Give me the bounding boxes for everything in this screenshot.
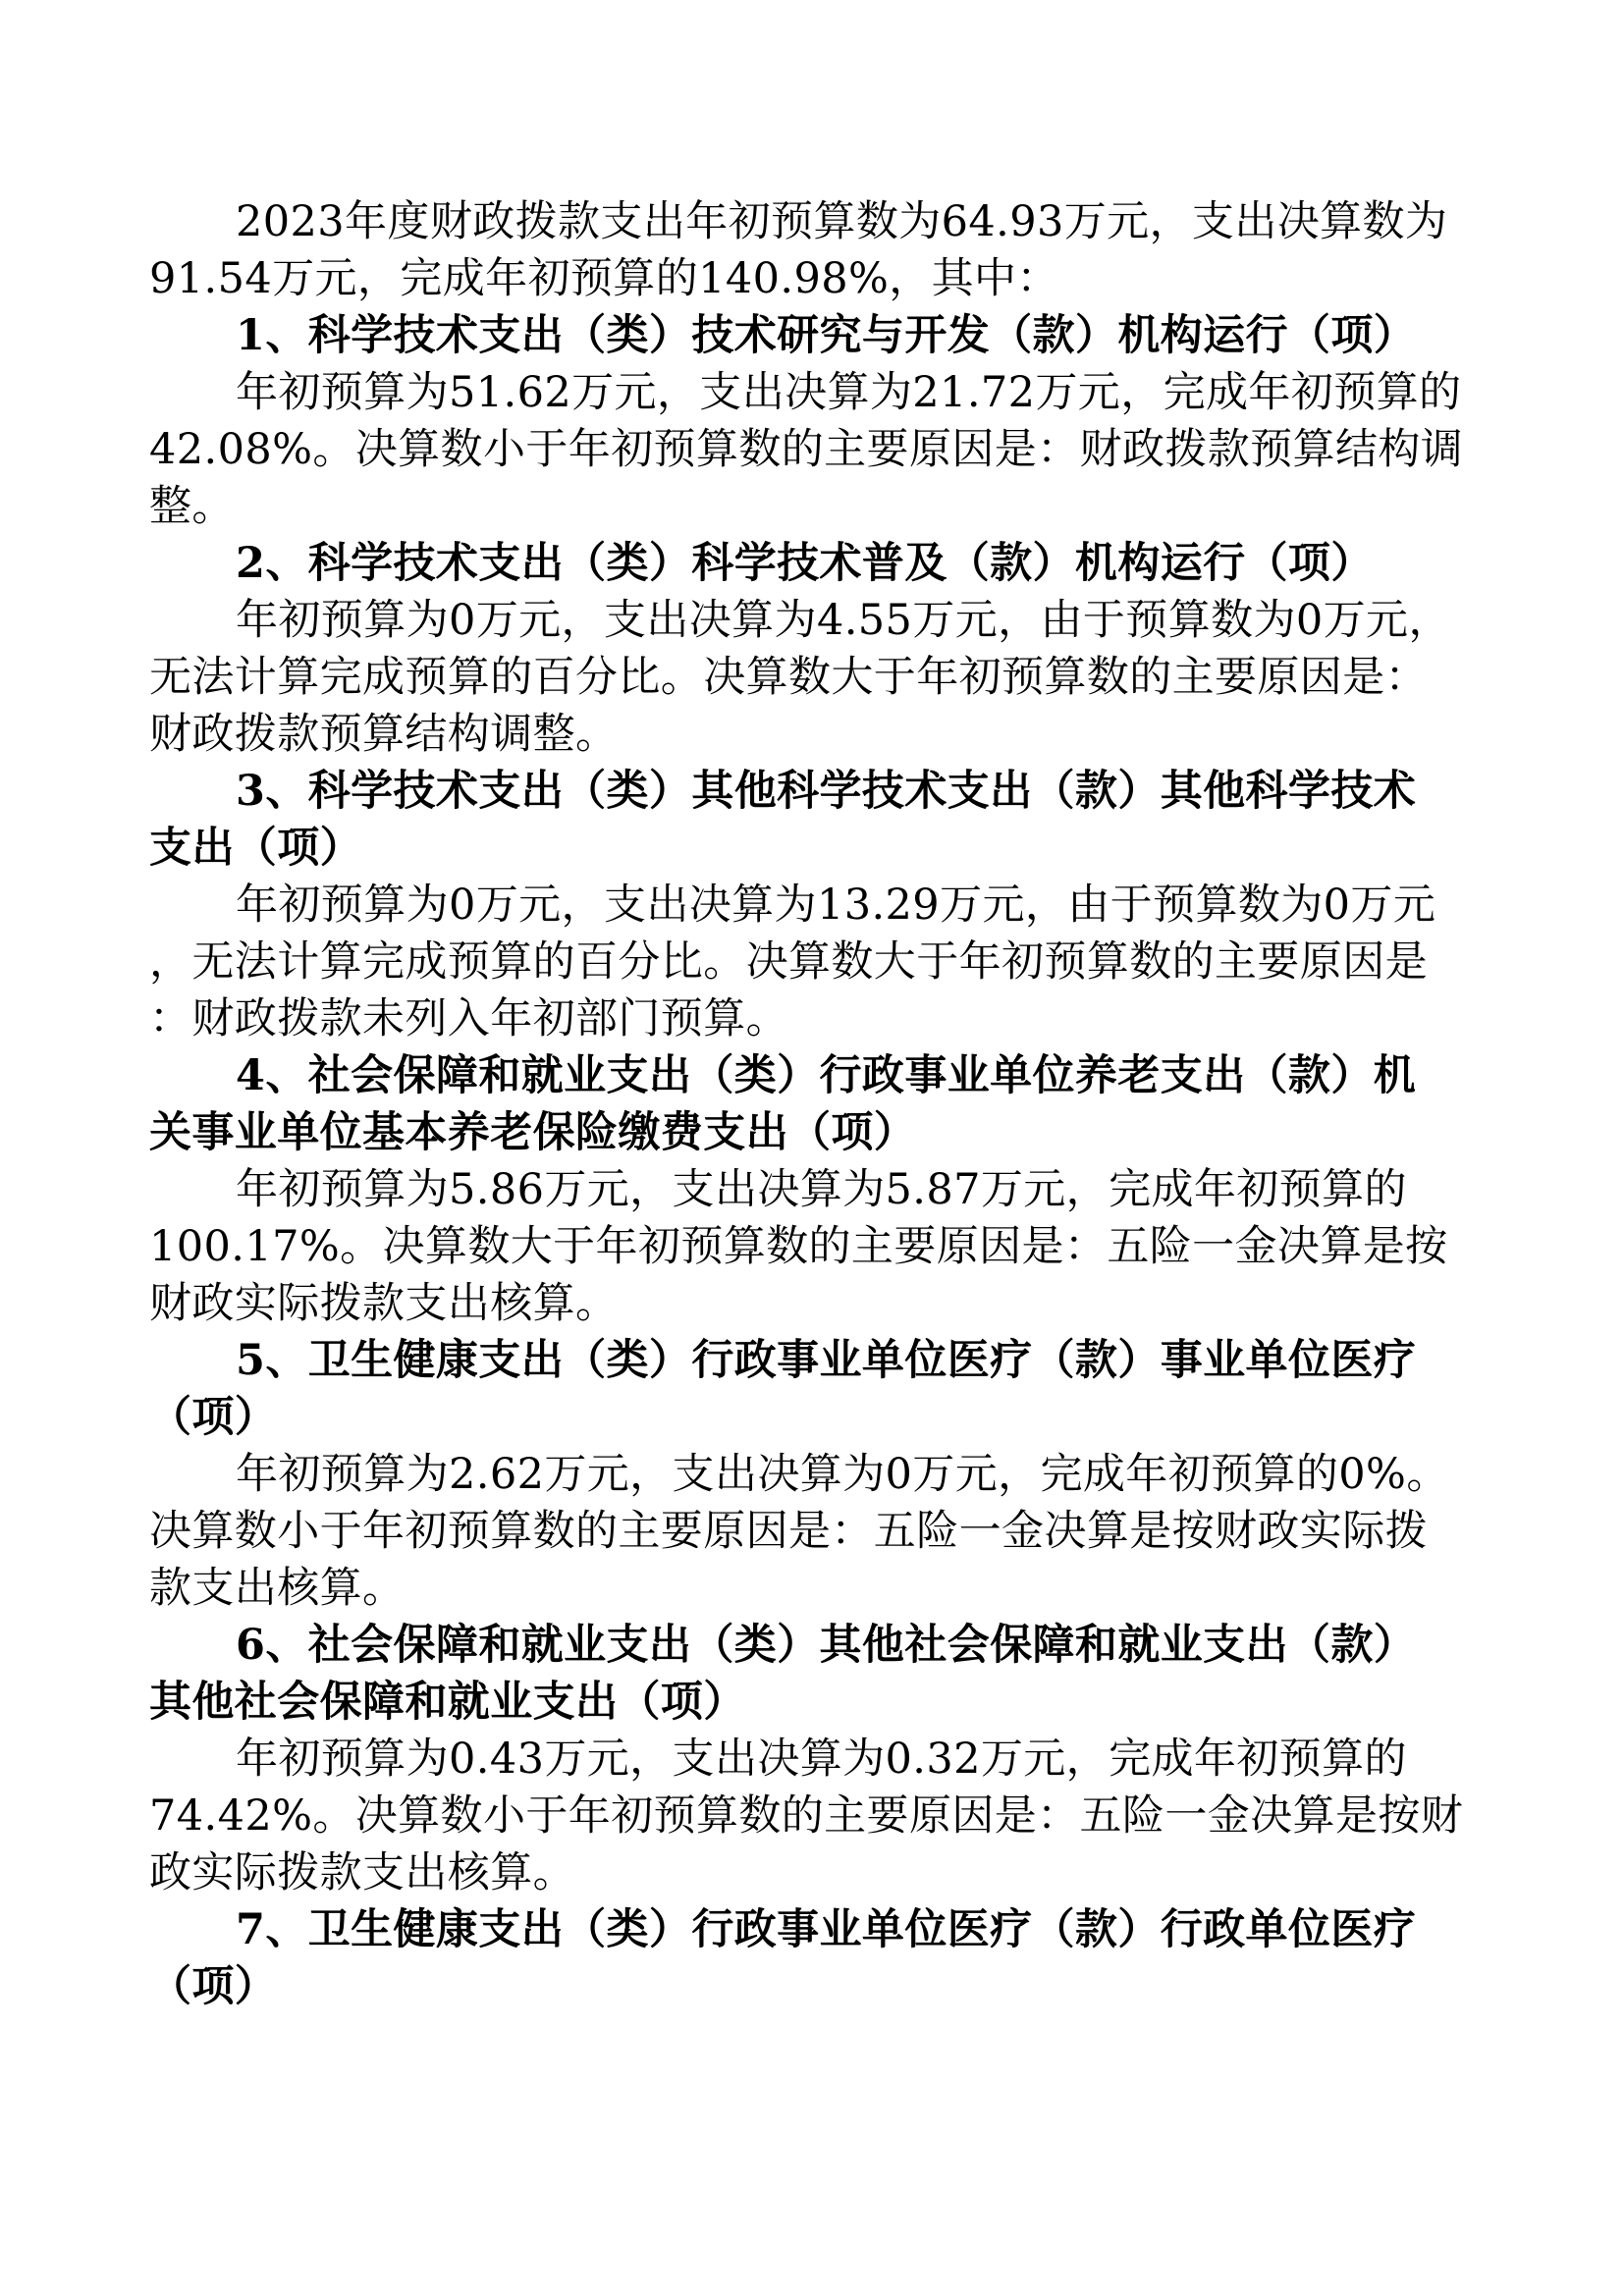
- section-heading: 4、社会保障和就业支出（类）行政事业单位养老支出（款）机: [236, 1051, 1417, 1100]
- paragraph-line: ：财政拨款未列入年初部门预算。: [149, 994, 788, 1043]
- paragraph-line: 整。: [149, 482, 235, 531]
- paragraph-line: 年初预算为0.43万元，支出决算为0.32万元，完成年初预算的: [236, 1735, 1407, 1784]
- paragraph-line: 年初预算为5.86万元，支出决算为5.87万元，完成年初预算的: [236, 1165, 1407, 1214]
- section-heading: 5、卫生健康支出（类）行政事业单位医疗（款）事业单位医疗: [236, 1336, 1417, 1385]
- paragraph-line: 款支出核算。: [149, 1564, 406, 1613]
- section-heading: 6、社会保障和就业支出（类）其他社会保障和就业支出（款）: [236, 1621, 1417, 1670]
- section-heading: （项）: [149, 1962, 278, 2011]
- paragraph-line: 年初预算为2.62万元，支出决算为0万元，完成年初预算的0%。: [236, 1450, 1449, 1499]
- section-heading: 1、科学技术支出（类）技术研究与开发（款）机构运行（项）: [236, 311, 1417, 360]
- section-heading: （项）: [149, 1393, 278, 1442]
- paragraph-line: 财政拨款预算结构调整。: [149, 710, 619, 759]
- paragraph-line: 无法计算完成预算的百分比。决算数大于年初预算数的主要原因是：: [149, 653, 1428, 702]
- paragraph-line: 决算数小于年初预算数的主要原因是：五险一金决算是按财政实际拨: [149, 1507, 1428, 1556]
- paragraph-line: 100.17%。决算数大于年初预算数的主要原因是：五险一金决算是按: [149, 1222, 1448, 1271]
- paragraph-line: 政实际拨款支出核算。: [149, 1848, 575, 1897]
- paragraph-line: 年初预算为0万元，支出决算为4.55万元，由于预算数为0万元，: [236, 596, 1451, 645]
- section-heading: 7、卫生健康支出（类）行政事业单位医疗（款）行政单位医疗: [236, 1905, 1417, 1954]
- section-heading: 关事业单位基本养老保险缴费支出（项）: [149, 1108, 917, 1157]
- paragraph-line: 2023年度财政拨款支出年初预算数为64.93万元，支出决算数为: [236, 197, 1448, 246]
- section-heading: 2、科学技术支出（类）科学技术普及（款）机构运行（项）: [236, 539, 1374, 588]
- section-heading: 支出（项）: [149, 824, 362, 873]
- paragraph-line: 年初预算为51.62万元，支出决算为21.72万元，完成年初预算的: [236, 368, 1462, 417]
- paragraph-line: 财政实际拨款支出核算。: [149, 1279, 619, 1328]
- section-heading: 其他社会保障和就业支出（项）: [149, 1678, 746, 1727]
- paragraph-line: 74.42%。决算数小于年初预算数的主要原因是：五险一金决算是按财: [149, 1791, 1464, 1841]
- paragraph-line: ，无法计算完成预算的百分比。决算数大于年初预算数的主要原因是: [149, 937, 1428, 987]
- paragraph-line: 42.08%。决算数小于年初预算数的主要原因是：财政拨款预算结构调: [149, 425, 1464, 474]
- section-heading: 3、科学技术支出（类）其他科学技术支出（款）其他科学技术: [236, 767, 1417, 816]
- paragraph-line: 91.54万元，完成年初预算的140.98%，其中：: [149, 254, 1059, 303]
- paragraph-line: 年初预算为0万元，支出决算为13.29万元，由于预算数为0万元: [236, 881, 1436, 930]
